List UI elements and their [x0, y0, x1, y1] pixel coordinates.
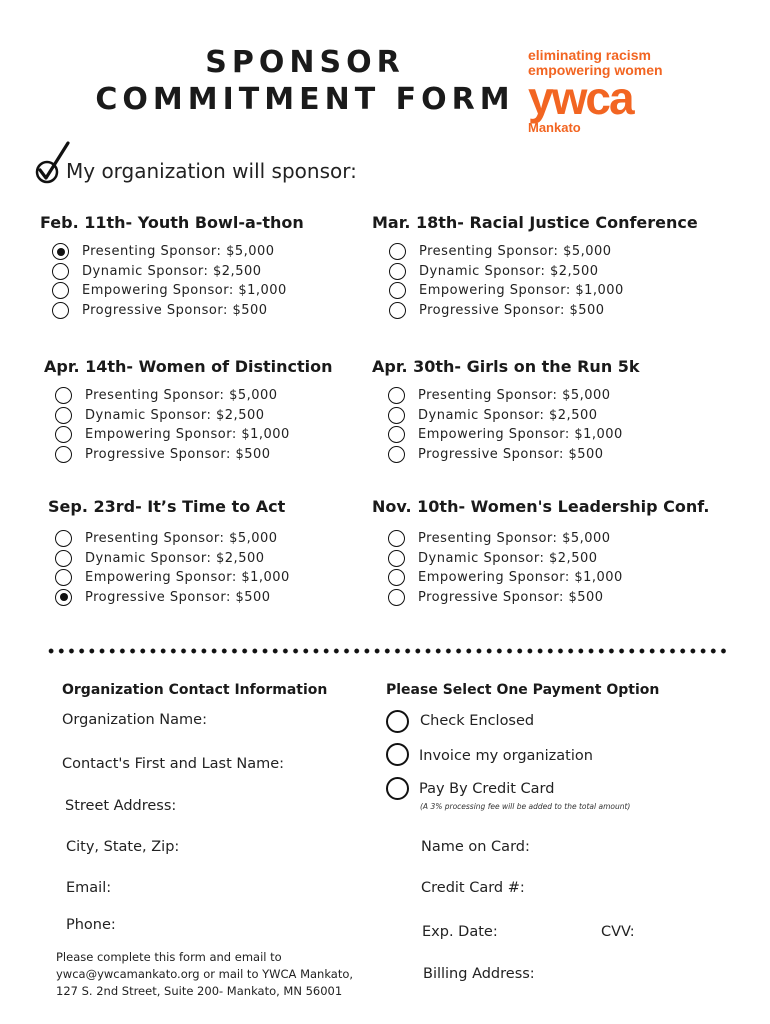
event-block-mar [372, 213, 698, 320]
check-enclosed-radio[interactable] [386, 710, 409, 733]
option-label: Presenting Sponsor: $5,000 [418, 388, 611, 403]
sponsor-option[interactable] [388, 386, 640, 406]
radio-button[interactable] [388, 426, 405, 443]
option-label: Dynamic Sponsor: $2,500 [419, 263, 599, 279]
ywca-logo [528, 48, 698, 136]
option-label: Progressive Sponsor: $500 [418, 446, 604, 462]
logo-tagline-1: eliminating racism [528, 47, 651, 63]
sponsor-option[interactable] [388, 425, 640, 445]
sponsor-option[interactable] [389, 242, 698, 262]
processing-fee-note: (A 3% processing fee will be added to the total amount) [420, 802, 631, 811]
option-label: Presenting Sponsor: $5,000 [85, 531, 278, 546]
option-label: Dynamic Sponsor: $2,500 [82, 263, 262, 279]
radio-button[interactable] [388, 407, 405, 424]
radio-button[interactable] [55, 569, 72, 586]
option-label: Presenting Sponsor: $5,000 [419, 244, 612, 259]
radio-button[interactable] [388, 446, 405, 463]
contact-heading: Organization Contact Information [62, 682, 328, 698]
payment-heading: Please Select One Payment Option [386, 682, 660, 698]
option-label: Empowering Sponsor: $1,000 [85, 427, 290, 442]
invoice-label: Invoice my organization [419, 748, 593, 764]
contact-name-field[interactable]: Contact's First and Last Name: [62, 756, 285, 772]
footer-line-2: ywca@ywcamankato.org or mail to YWCA Mankato, [56, 967, 354, 981]
sponsor-option[interactable] [52, 301, 304, 321]
exp-date-field[interactable]: Exp. Date: [422, 924, 498, 940]
billing-address-field[interactable]: Billing Address: [423, 966, 535, 982]
radio-button[interactable] [389, 282, 406, 299]
radio-button[interactable] [388, 530, 405, 547]
sponsor-option[interactable] [55, 588, 290, 608]
street-address-field[interactable]: Street Address: [65, 798, 177, 814]
sponsor-option[interactable] [52, 242, 304, 262]
radio-button[interactable] [388, 550, 405, 567]
option-label: Progressive Sponsor: $500 [419, 302, 605, 318]
phone-field[interactable]: Phone: [66, 917, 116, 933]
sponsor-option[interactable] [388, 445, 640, 465]
city-state-zip-field[interactable]: City, State, Zip: [66, 839, 180, 855]
sponsor-option[interactable] [388, 588, 709, 608]
sponsor-option[interactable] [55, 406, 333, 426]
option-label: Progressive Sponsor: $500 [82, 302, 268, 318]
option-label: Empowering Sponsor: $1,000 [85, 570, 290, 585]
radio-button[interactable] [389, 243, 406, 260]
option-label: Progressive Sponsor: $500 [85, 589, 271, 605]
sponsor-option[interactable] [52, 262, 304, 282]
radio-button[interactable] [55, 589, 72, 606]
footer-line-1: Please complete this form and email to [56, 950, 282, 964]
check-enclosed-label: Check Enclosed [420, 713, 535, 729]
dotted-divider [46, 648, 726, 654]
title-line-1: SPONSOR [205, 45, 405, 80]
option-label: Dynamic Sponsor: $2,500 [418, 407, 598, 423]
sponsor-option[interactable] [388, 549, 709, 569]
event-title: Mar. 18th- Racial Justice Conference [372, 213, 698, 232]
option-label: Empowering Sponsor: $1,000 [419, 283, 624, 298]
option-label: Empowering Sponsor: $1,000 [418, 570, 623, 585]
option-label: Presenting Sponsor: $5,000 [418, 531, 611, 546]
radio-button[interactable] [388, 589, 405, 606]
option-label: Dynamic Sponsor: $2,500 [85, 550, 265, 566]
event-block-apr30 [372, 357, 640, 464]
radio-button[interactable] [55, 387, 72, 404]
footer-line-3: 127 S. 2nd Street, Suite 200- Mankato, MN 56001 [56, 984, 343, 998]
option-label: Presenting Sponsor: $5,000 [85, 388, 278, 403]
name-on-card-field[interactable]: Name on Card: [421, 839, 530, 855]
radio-button[interactable] [55, 550, 72, 567]
option-label: Empowering Sponsor: $1,000 [82, 283, 287, 298]
radio-button[interactable] [388, 387, 405, 404]
invoice-radio[interactable] [386, 743, 409, 766]
event-block-nov [372, 497, 709, 607]
org-name-field[interactable]: Organization Name: [62, 712, 207, 728]
footer-instructions [56, 949, 376, 1000]
logo-tagline-2: empowering women [528, 62, 663, 78]
option-label: Progressive Sponsor: $500 [418, 589, 604, 605]
sponsor-option[interactable] [389, 262, 698, 282]
credit-card-label: Pay By Credit Card [419, 781, 555, 797]
option-label: Dynamic Sponsor: $2,500 [85, 407, 265, 423]
sponsor-option[interactable] [55, 425, 333, 445]
event-block-sep [48, 497, 290, 607]
intro-text: My organization will sponsor: [66, 159, 357, 183]
option-label: Presenting Sponsor: $5,000 [82, 244, 275, 259]
card-number-field[interactable]: Credit Card #: [421, 880, 525, 896]
event-title: Apr. 14th- Women of Distinction [44, 357, 333, 376]
event-block-apr14 [44, 357, 333, 464]
option-label: Progressive Sponsor: $500 [85, 446, 271, 462]
event-block-feb [40, 213, 304, 320]
radio-button[interactable] [55, 530, 72, 547]
sponsor-option[interactable] [388, 406, 640, 426]
radio-button[interactable] [52, 302, 69, 319]
sponsor-option[interactable] [55, 549, 290, 569]
option-label: Empowering Sponsor: $1,000 [418, 427, 623, 442]
sponsor-option[interactable] [55, 529, 290, 549]
sponsor-option[interactable] [52, 281, 304, 301]
radio-button[interactable] [52, 263, 69, 280]
sponsor-option[interactable] [389, 281, 698, 301]
event-title: Nov. 10th- Women's Leadership Conf. [372, 497, 710, 516]
radio-button[interactable] [388, 569, 405, 586]
sponsor-option[interactable] [55, 386, 333, 406]
option-label: Dynamic Sponsor: $2,500 [418, 550, 598, 566]
logo-location: Mankato [528, 120, 581, 135]
radio-button[interactable] [389, 302, 406, 319]
radio-button[interactable] [55, 407, 72, 424]
event-title: Apr. 30th- Girls on the Run 5k [372, 357, 640, 376]
email-field[interactable]: Email: [66, 880, 112, 896]
radio-button[interactable] [55, 446, 72, 463]
sponsor-option[interactable] [55, 445, 333, 465]
radio-button[interactable] [55, 426, 72, 443]
radio-button[interactable] [389, 263, 406, 280]
event-title: Feb. 11th- Youth Bowl-a-thon [40, 213, 304, 232]
title-line-2: COMMITMENT FORM [95, 82, 515, 117]
event-title: Sep. 23rd- It’s Time to Act [48, 497, 286, 516]
sponsor-option[interactable] [388, 568, 709, 588]
radio-button[interactable] [52, 243, 69, 260]
sponsor-option[interactable] [55, 568, 290, 588]
cvv-field[interactable]: CVV: [601, 924, 635, 940]
sponsor-option[interactable] [389, 301, 698, 321]
credit-card-radio[interactable] [386, 777, 409, 800]
logo-wordmark: ywca [528, 72, 633, 124]
sponsor-option[interactable] [388, 529, 709, 549]
radio-button[interactable] [52, 282, 69, 299]
